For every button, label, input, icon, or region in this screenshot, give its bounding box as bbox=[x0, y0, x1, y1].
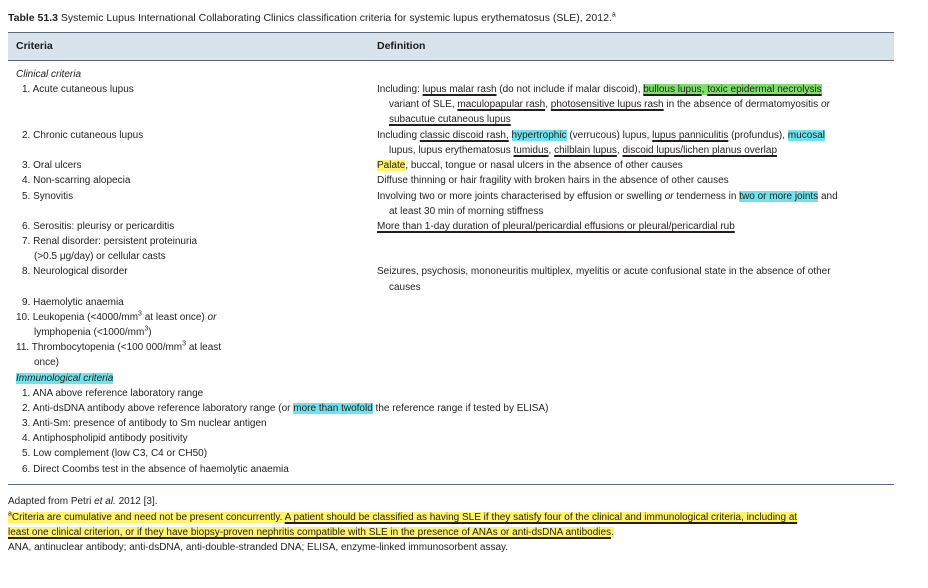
criterion-row-cont: lymphopenia $(<1000/mm^3)$ bbox=[34, 325, 152, 338]
immunological-criteria-heading: Immunological criteria bbox=[16, 373, 114, 384]
immuno-row: 2. Anti-dsDNA antibody above reference laboratory range (or more than twofold the reference range if tested by ELISA) bbox=[22, 403, 549, 414]
footer-note: $^a$Criteria are cumulative and need not be present concurrently. A patient should be classified as having SLE if they satisfy four of the clinical and immunological criteria, including at bbox=[8, 510, 798, 523]
definition-serositis: More than 1-day duration of pleural/pericardial effusions or pleural/pericardial rub bbox=[377, 221, 735, 232]
table-caption bbox=[8, 12, 616, 24]
table-bottom-rule bbox=[8, 484, 894, 485]
definition-acute-cont: subacutue cutaneous lupus bbox=[389, 114, 511, 125]
criterion-row: 2. Chronic cutaneous lupus bbox=[22, 130, 144, 141]
definition-acute: Including: lupus malar rash (do not include if malar discoid), bullous lupus, toxic epidermal necrolysis bbox=[377, 84, 822, 95]
table-title: Systemic Lupus International Collaborating Clinics classification criteria for systemic lupus erythematosus (SLE), 2012. bbox=[60, 12, 612, 24]
caption-footnote-mark: a bbox=[611, 11, 616, 19]
criterion-row: 10. Leukopenia ($<4000/mm^3$ at least once) or bbox=[16, 310, 217, 323]
definition-alopecia: Diffuse thinning or hair fragility with broken hairs in the absence of other causes bbox=[377, 175, 729, 186]
criterion-row: 1. Acute cutaneous lupus bbox=[22, 84, 134, 95]
criterion-row: 9. Haemolytic anaemia bbox=[22, 297, 124, 308]
criteria-column-header: Criteria bbox=[16, 40, 53, 52]
definition-chronic-cont: lupus, lupus erythematosus tumidus, chilblain lupus, discoid lupus/lichen planus overlap bbox=[389, 145, 778, 156]
definition-oral: Palate, buccal, tongue or nasal ulcers in the absence of other causes bbox=[377, 160, 683, 171]
immuno-row: 1. ANA above reference laboratory range bbox=[22, 388, 204, 399]
criterion-row-cont: (>0.5 μg/day) or cellular casts bbox=[34, 251, 166, 262]
criterion-row-cont: once) bbox=[34, 357, 60, 368]
criterion-row: 3. Oral ulcers bbox=[22, 160, 82, 171]
definition-chronic: Including classic discoid rash, hypertrophic (verrucous) lupus, lupus panniculitis (profundus), mucosal bbox=[377, 130, 826, 141]
table-label: Table 51.3 bbox=[8, 12, 58, 24]
definition-synovitis: Involving two or more joints characterised by effusion or swelling or tenderness in two or more joints and bbox=[377, 191, 838, 202]
criterion-row: 11. Thrombocytopenia (<100 $000/mm^3$ at least bbox=[16, 340, 222, 353]
criterion-row: 8. Neurological disorder bbox=[22, 266, 128, 277]
definition-acute-cont: variant of SLE, maculopapular rash, photosensitive lupus rash in the absence of dermatomyositis or bbox=[389, 99, 830, 110]
criterion-row: 5. Synovitis bbox=[22, 191, 74, 202]
immuno-row: 6. Direct Coombs test in the absence of haemolytic anaemia bbox=[22, 464, 289, 475]
footer-abbreviations: ANA, antinuclear antibody; anti-dsDNA, anti-double-stranded DNA; ELISA, enzyme-linked immunosorbent assay. bbox=[8, 542, 509, 553]
definition-synovitis-cont: at least 30 min of morning stiffness bbox=[389, 206, 544, 217]
definition-neuro-cont: causes bbox=[389, 282, 421, 293]
immuno-row: 5. Low complement (low C3, C4 or CH50) bbox=[22, 448, 208, 459]
criterion-row: 4. Non-scarring alopecia bbox=[22, 175, 131, 186]
clinical-criteria-heading: Clinical criteria bbox=[16, 69, 82, 80]
criterion-row: 6. Serositis: pleurisy or pericarditis bbox=[22, 221, 175, 232]
immuno-row: 4. Antiphospholipid antibody positivity bbox=[22, 433, 188, 444]
table-header bbox=[8, 32, 894, 61]
criterion-row: 7. Renal disorder: persistent proteinuria bbox=[22, 236, 198, 247]
definition-neuro: Seizures, psychosis, mononeuritis multiplex, myelitis or acute confusional state in the absence of other bbox=[377, 266, 831, 277]
footer-adapted: Adapted from Petri et al. 2012 [3]. bbox=[8, 496, 158, 507]
footer-note-cont: least one clinical criterion, or if they have biopsy-proven nephritis compatible with SLE in the presence of ANAs or anti-dsDNA antibodies. bbox=[8, 527, 614, 538]
definition-column-header: Definition bbox=[377, 40, 426, 52]
immuno-row: 3. Anti-Sm: presence of antibody to Sm nuclear antigen bbox=[22, 418, 267, 429]
